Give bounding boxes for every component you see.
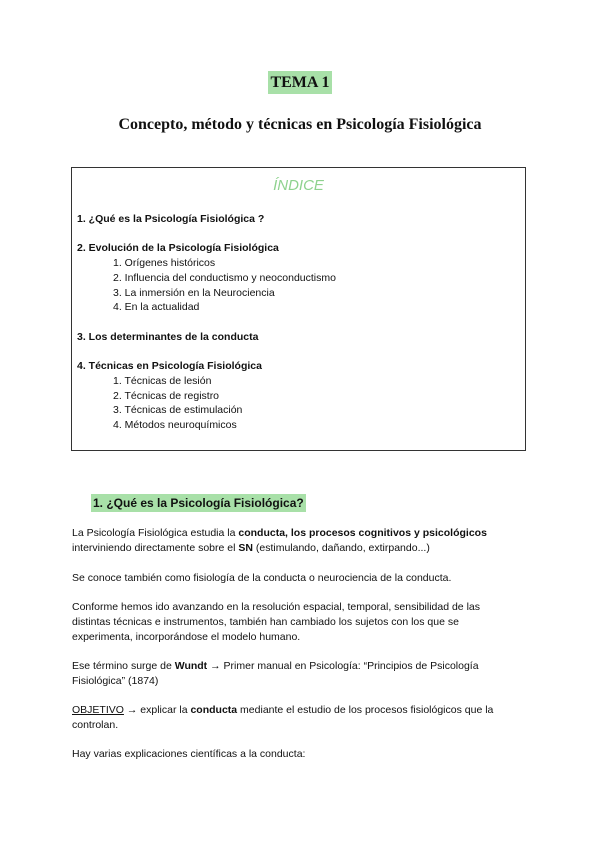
text: → Primer manual en Psicología: “Principios de Psicología [207,660,479,672]
text: mediante el estudio de los procesos fisiológicos que la [237,704,494,716]
paragraph-objective [72,703,532,733]
document-subtitle: Concepto, método y técnicas en Psicología Fisiológica [118,116,482,133]
toc-subitem: 2. Técnicas de registro [113,390,220,402]
paragraph-advances [72,600,532,645]
text: experimenta, incorporándose el modelo humano. [72,631,301,643]
toc-section-2: 2. Evolución de la Psicología Fisiológica [77,242,279,254]
toc-subitem: 4. En la actualidad [113,301,200,313]
paragraph-definition [72,526,532,556]
section-heading: 1. ¿Qué es la Psicología Fisiológica? [93,496,304,510]
emphasis-text: Wundt [174,660,208,672]
paragraph-wundt [72,659,532,689]
toc-heading: ÍNDICE [273,177,324,194]
toc-subitem: 3. Técnicas de estimulación [113,404,243,416]
paragraph-synonyms: Se conoce también como fisiología de la conducta o neurociencia de la conducta. [72,572,452,584]
emphasis-text: conducta, los procesos cognitivos y psicológicos [238,527,487,539]
toc-section-4: 4. Técnicas en Psicología Fisiológica [77,360,262,372]
text: interviniendo directamente sobre el [72,542,239,554]
text: Conforme hemos ido avanzando en la resolución espacial, temporal, sensibilidad de las [72,601,480,613]
toc-subitem: 3. La inmersión en la Neurociencia [113,287,275,299]
toc-subitem: 1. Orígenes históricos [113,257,216,269]
toc-subitem: 4. Métodos neuroquímicos [113,419,237,431]
toc-section-3: 3. Los determinantes de la conducta [77,331,259,343]
text: Fisiológica” (1874) [72,675,159,687]
text: → explicar la [123,704,191,716]
toc-subitem: 2. Influencia del conductismo y neoconductismo [113,272,336,284]
emphasis-text: SN [238,542,253,554]
underlined-text: OBJETIVO [72,704,124,716]
text: La Psicología Fisiológica estudia la [72,527,239,539]
toc-section-1: 1. ¿Qué es la Psicología Fisiológica ? [77,213,265,225]
text: (estimulando, dañando, extirpando...) [252,542,430,554]
emphasis-text: conducta [190,704,238,716]
text: Ese término surge de [72,660,175,672]
text: distintas técnicas e instrumentos, también han cambiado los sujetos con los que se [72,616,459,628]
table-of-contents [71,167,526,451]
toc-subitem: 1. Técnicas de lesión [113,375,212,387]
text: controlan. [72,719,119,731]
topic-title-wrapper [0,74,600,92]
paragraph-explanations: Hay varias explicaciones científicas a la conducta: [72,748,306,760]
topic-title: TEMA 1 [268,71,331,94]
